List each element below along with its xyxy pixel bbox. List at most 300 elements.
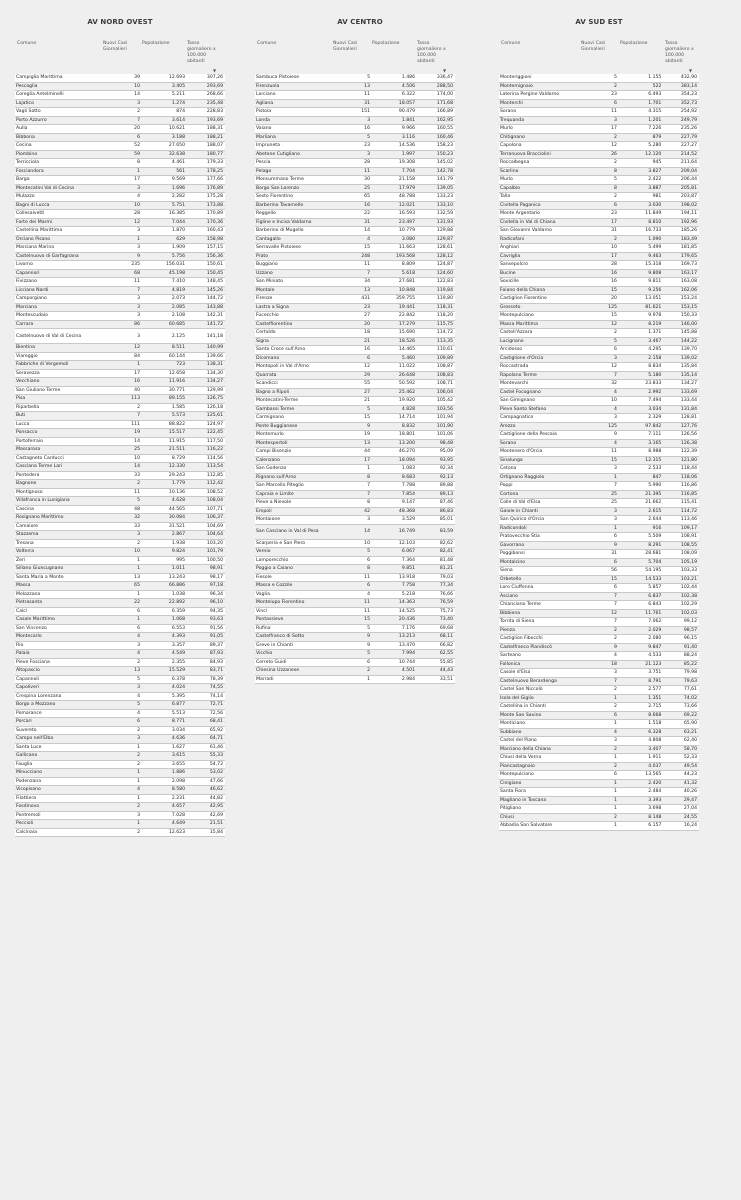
tasso-cell: 227,79 <box>663 133 699 142</box>
nuovi-casi-cell: 6 <box>333 582 372 591</box>
popolazione-cell: 1.083 <box>372 465 417 474</box>
nuovi-casi-cell: 1 <box>103 556 142 565</box>
tasso-cell: 101,94 <box>417 414 455 423</box>
table-row <box>15 658 225 667</box>
table-row <box>499 490 699 499</box>
comune-cell: Marciana Marina <box>15 244 103 253</box>
tasso-cell: 85,01 <box>417 516 455 525</box>
tasso-cell: 143,88 <box>187 303 225 312</box>
tasso-cell: 268,66 <box>187 91 225 100</box>
nuovi-casi-cell: 65 <box>103 582 142 591</box>
tasso-cell: 91,05 <box>187 633 225 642</box>
popolazione-cell: 5.513 <box>142 709 187 718</box>
comune-cell: Porcari <box>15 718 103 727</box>
table-row <box>499 754 699 763</box>
nuovi-casi-cell: 1 <box>581 822 619 831</box>
tasso-cell: 115,41 <box>663 499 699 508</box>
popolazione-cell: 5.756 <box>142 252 187 261</box>
table-row <box>499 303 699 312</box>
nuovi-casi-cell: 22 <box>333 210 372 219</box>
popolazione-cell: 874 <box>142 108 187 117</box>
tasso-cell: 87,46 <box>417 499 455 508</box>
popolazione-cell: 28.681 <box>619 550 663 559</box>
comune-cell: Castiglione della Pescaia <box>499 431 581 440</box>
tasso-cell: 108,55 <box>663 541 699 550</box>
popolazione-cell: 4.819 <box>142 286 187 295</box>
nuovi-casi-cell: 4 <box>103 650 142 659</box>
popolazione-cell: 5.499 <box>619 244 663 253</box>
comune-cell: Magliano in Toscana <box>499 796 581 805</box>
comune-cell: Forte dei Marmi <box>15 218 103 227</box>
comune-cell: Campiglia Marittima <box>15 74 103 82</box>
nuovi-casi-cell: 55 <box>333 380 372 389</box>
table-row <box>15 590 225 599</box>
comune-cell: Montecarlo <box>15 633 103 642</box>
popolazione-cell: 1.518 <box>619 720 663 729</box>
nuovi-casi-cell: 17 <box>333 456 372 465</box>
popolazione-cell: 4.828 <box>372 405 417 414</box>
popolazione-cell: 50.592 <box>372 380 417 389</box>
tasso-cell: 188,07 <box>187 142 225 151</box>
comune-cell: Castagneto Carducci <box>15 454 103 463</box>
popolazione-cell: 2.029 <box>619 626 663 635</box>
tasso-cell: 29,47 <box>663 796 699 805</box>
popolazione-cell: 6.553 <box>142 624 187 633</box>
comune-cell: Montenero d'Orcia <box>499 448 581 457</box>
tasso-cell: 108,87 <box>417 363 455 372</box>
table-row <box>255 397 455 406</box>
tasso-cell: 122,83 <box>417 278 455 287</box>
nuovi-casi-cell: 17 <box>103 176 142 185</box>
nuovi-casi-cell: 28 <box>581 261 619 270</box>
tasso-cell: 83,71 <box>187 667 225 676</box>
tasso-cell: 156,36 <box>187 252 225 261</box>
popolazione-cell: 4.533 <box>619 652 663 661</box>
table-row <box>255 482 455 491</box>
table-row <box>499 363 699 372</box>
nuovi-casi-cell: 3 <box>103 735 142 744</box>
table-row <box>499 618 699 627</box>
table-row <box>15 125 225 134</box>
table-row <box>499 788 699 797</box>
tasso-cell: 198,02 <box>663 201 699 210</box>
nuovi-casi-cell: 17 <box>581 218 619 227</box>
nuovi-casi-cell: 31 <box>333 218 372 227</box>
nuovi-casi-cell: 7 <box>103 116 142 125</box>
popolazione-cell: 19.441 <box>372 303 417 312</box>
popolazione-cell: 8.668 <box>619 711 663 720</box>
comune-cell: Firenze <box>255 295 333 304</box>
tasso-cell: 209,04 <box>663 167 699 176</box>
comune-cell: Vinci <box>255 607 333 616</box>
comune-cell: Seravezza <box>15 369 103 378</box>
table-row <box>15 403 225 412</box>
comune-cell: Castelnuovo di Garfagnana <box>15 252 103 261</box>
comune-cell: Ortignano Raggiolo <box>499 473 581 482</box>
comune-cell: Anghiari <box>499 244 581 253</box>
table-row <box>255 380 455 389</box>
comune-cell: Vaiano <box>255 125 333 134</box>
tasso-cell: 92,13 <box>417 473 455 482</box>
table-row <box>499 201 699 210</box>
comune-cell: Prato <box>255 252 333 261</box>
nuovi-casi-cell: 27 <box>333 388 372 397</box>
nuovi-casi-cell: 8 <box>581 167 619 176</box>
popolazione-cell: 6.378 <box>142 675 187 684</box>
nuovi-casi-cell: 3 <box>581 116 619 125</box>
data-table <box>15 74 225 837</box>
comune-cell: Isola del Giglio <box>499 694 581 703</box>
table-row <box>255 218 455 227</box>
nuovi-casi-cell: 6 <box>581 584 619 593</box>
nuovi-casi-cell: 2 <box>103 658 142 667</box>
nuovi-casi-cell: 23 <box>581 210 619 219</box>
tasso-cell: 79,98 <box>663 669 699 678</box>
table-row <box>255 599 455 608</box>
tasso-cell: 145,02 <box>417 159 455 168</box>
comune-cell: Gambassi Terme <box>255 405 333 414</box>
table-row <box>499 635 699 644</box>
table-row <box>255 582 455 591</box>
table-row <box>499 601 699 610</box>
popolazione-cell: 3.034 <box>619 405 663 414</box>
table-row <box>499 244 699 253</box>
tasso-cell: 102,29 <box>663 601 699 610</box>
table-row <box>499 218 699 227</box>
table-row <box>15 91 225 100</box>
popolazione-cell: 5.573 <box>142 412 187 421</box>
table-row <box>15 565 225 574</box>
table-row <box>499 694 699 703</box>
header-comune[interactable]: Comune <box>17 41 37 46</box>
popolazione-cell: 97.842 <box>619 422 663 431</box>
comune-cell: Chiusi della Verna <box>499 754 581 763</box>
table-row <box>15 471 225 480</box>
tasso-cell: 228,83 <box>187 108 225 117</box>
tasso-cell: 88,24 <box>663 652 699 661</box>
nuovi-casi-cell: 11 <box>333 573 372 582</box>
nuovi-casi-cell: 31 <box>581 227 619 236</box>
popolazione-cell: 3.751 <box>619 669 663 678</box>
table-row <box>499 499 699 508</box>
table-row <box>255 286 455 295</box>
popolazione-cell: 2.420 <box>619 779 663 788</box>
header-nuovi-casi[interactable]: Nuovi Casi Giornalieri <box>333 41 358 52</box>
table-row <box>15 497 225 506</box>
table-row <box>255 184 455 193</box>
nuovi-casi-cell: 4 <box>103 709 142 718</box>
tasso-cell: 91,56 <box>187 624 225 633</box>
popolazione-cell: 6.157 <box>619 822 663 831</box>
popolazione-cell: 10.621 <box>142 125 187 134</box>
nuovi-casi-cell: 12 <box>581 320 619 329</box>
tasso-cell: 73,40 <box>417 616 455 625</box>
comune-cell: Molazzana <box>15 590 103 599</box>
nuovi-casi-cell: 2 <box>103 108 142 117</box>
popolazione-cell: 1.201 <box>619 116 663 125</box>
comune-cell: Montecatini Val di Cecina <box>15 184 103 193</box>
comune-cell: Viareggio <box>15 352 103 361</box>
popolazione-cell: 48.788 <box>372 193 417 202</box>
nuovi-casi-cell: 17 <box>581 125 619 134</box>
comune-cell: Fauglia <box>15 760 103 769</box>
nuovi-casi-cell: 6 <box>333 556 372 565</box>
tasso-cell: 171,68 <box>417 99 455 108</box>
comune-cell: Camporgiano <box>15 295 103 304</box>
popolazione-cell: 27.650 <box>142 142 187 151</box>
nuovi-casi-cell: 13 <box>333 439 372 448</box>
popolazione-cell: 12.330 <box>142 463 187 472</box>
popolazione-cell: 7.704 <box>372 167 417 176</box>
table-row <box>15 488 225 497</box>
nuovi-casi-cell: 15 <box>581 312 619 321</box>
comune-cell: San Vincenzo <box>15 624 103 633</box>
table-row <box>15 743 225 752</box>
tasso-cell: 144,72 <box>187 295 225 304</box>
tasso-cell: 98,17 <box>187 573 225 582</box>
table-row <box>499 737 699 746</box>
comune-cell: Dicomano <box>255 354 333 363</box>
comune-cell: Sorano <box>499 108 581 117</box>
popolazione-cell: 1.068 <box>142 616 187 625</box>
popolazione-cell: 9.847 <box>619 643 663 652</box>
nuovi-casi-cell: 6 <box>581 201 619 210</box>
table-row <box>255 91 455 100</box>
popolazione-cell: 7.364 <box>372 556 417 565</box>
nuovi-casi-cell: 19 <box>103 429 142 438</box>
tasso-cell: 114,72 <box>663 507 699 516</box>
header-comune[interactable]: Comune <box>257 41 277 46</box>
tasso-cell: 125,61 <box>187 412 225 421</box>
table-row <box>15 378 225 387</box>
popolazione-cell: 3.407 <box>619 745 663 754</box>
table-row <box>255 565 455 574</box>
header-popolazione[interactable]: Popolazione <box>372 41 400 46</box>
nuovi-casi-cell: 1 <box>103 616 142 625</box>
popolazione-cell: 21.662 <box>619 499 663 508</box>
comune-cell: Roccastrada <box>499 363 581 372</box>
popolazione-cell: 522 <box>619 82 663 91</box>
table-row <box>255 624 455 633</box>
comune-cell: Castiglione d'Orcia <box>499 354 581 363</box>
table-row <box>499 82 699 91</box>
comune-cell: Colle di Val d'Elsa <box>499 499 581 508</box>
table-row <box>255 573 455 582</box>
nuovi-casi-cell: 48 <box>103 505 142 514</box>
comune-cell: Camaiore <box>15 522 103 531</box>
comune-cell: Calenzano <box>255 456 333 465</box>
comune-cell: Vicopisano <box>15 786 103 795</box>
header-tasso[interactable]: Tasso giornaliero x 100.000 abitanti <box>665 41 694 64</box>
comune-cell: Coreglia Antelminelli <box>15 91 103 100</box>
popolazione-cell: 12.103 <box>372 539 417 548</box>
table-row <box>15 352 225 361</box>
table-row <box>499 397 699 406</box>
popolazione-cell: 16.749 <box>372 524 417 539</box>
tasso-cell: 109,89 <box>417 354 455 363</box>
table-row <box>499 431 699 440</box>
tasso-cell: 113,54 <box>187 463 225 472</box>
tasso-cell: 118,31 <box>417 303 455 312</box>
table-row <box>15 386 225 395</box>
tasso-cell: 108,52 <box>187 488 225 497</box>
tasso-cell: 131,84 <box>663 405 699 414</box>
nuovi-casi-cell: 5 <box>333 133 372 142</box>
comune-cell: Larciano <box>255 91 333 100</box>
table-row <box>255 142 455 151</box>
nuovi-casi-cell: 7 <box>333 482 372 491</box>
nuovi-casi-cell: 32 <box>581 380 619 389</box>
popolazione-cell: 6.359 <box>142 607 187 616</box>
section-av-centro <box>255 0 465 684</box>
comune-cell: Talla <box>499 193 581 202</box>
nuovi-casi-cell: 2 <box>103 828 142 837</box>
tasso-cell: 103,33 <box>663 567 699 576</box>
tasso-cell: 139,02 <box>663 354 699 363</box>
comune-cell: Castelnuovo di Val di Cecina <box>15 329 103 344</box>
nuovi-casi-cell: 7 <box>581 618 619 627</box>
tasso-cell: 74,14 <box>187 692 225 701</box>
comune-cell: Scarlino <box>499 167 581 176</box>
comune-cell: Sambuca Pistoiese <box>255 74 333 82</box>
header-popolazione[interactable]: Popolazione <box>620 41 648 46</box>
tasso-cell: 131,93 <box>417 218 455 227</box>
tasso-cell: 76,66 <box>417 590 455 599</box>
nuovi-casi-cell: 4 <box>581 388 619 397</box>
popolazione-cell: 2.615 <box>619 507 663 516</box>
comune-cell: Sorano <box>499 439 581 448</box>
popolazione-cell: 11.761 <box>619 609 663 618</box>
tasso-cell: 89,37 <box>187 641 225 650</box>
popolazione-cell: 9.147 <box>372 499 417 508</box>
header-tasso[interactable]: Tasso giornaliero x 100.000 abitanti <box>417 41 446 64</box>
header-comune[interactable]: Comune <box>501 41 521 46</box>
nuovi-casi-cell: 1 <box>581 754 619 763</box>
tasso-cell: 95,09 <box>417 448 455 457</box>
popolazione-cell: 1.011 <box>142 565 187 574</box>
table-row <box>15 329 225 344</box>
table-row <box>15 235 225 244</box>
table-row <box>255 201 455 210</box>
popolazione-cell: 81.621 <box>619 303 663 312</box>
comune-cell: Crespina Lorenzana <box>15 692 103 701</box>
table-row <box>255 125 455 134</box>
comune-cell: Ponsacco <box>15 429 103 438</box>
comune-cell: Pelago <box>255 167 333 176</box>
popolazione-cell: 17.279 <box>372 320 417 329</box>
table-row <box>255 465 455 474</box>
table-row <box>15 446 225 455</box>
nuovi-casi-cell: 1 <box>103 777 142 786</box>
nuovi-casi-cell: 7 <box>103 412 142 421</box>
tasso-cell: 183,49 <box>663 235 699 244</box>
sort-down-icon[interactable]: ▼ <box>443 68 447 73</box>
table-row <box>15 429 225 438</box>
tasso-cell: 61,46 <box>187 743 225 752</box>
nuovi-casi-cell: 2 <box>581 745 619 754</box>
tasso-cell: 134,27 <box>663 380 699 389</box>
section-title: AV NORD OVEST <box>87 18 153 26</box>
popolazione-cell: 8.148 <box>619 813 663 822</box>
table-row <box>499 643 699 652</box>
table-row <box>15 531 225 540</box>
comune-cell: Cavriglia <box>499 252 581 261</box>
popolazione-cell: 847 <box>619 473 663 482</box>
tasso-cell: 15,84 <box>187 828 225 837</box>
table-row <box>499 210 699 219</box>
sort-down-icon[interactable]: ▼ <box>689 68 693 73</box>
table-header <box>255 40 465 74</box>
comune-cell: Santa Maria a Monte <box>15 573 103 582</box>
tasso-cell: 173,88 <box>187 201 225 210</box>
tasso-cell: 63,21 <box>663 728 699 737</box>
nuovi-casi-cell: 5 <box>333 74 372 82</box>
popolazione-cell: 2.231 <box>142 794 187 803</box>
sort-down-icon[interactable]: ▼ <box>213 68 217 73</box>
popolazione-cell: 4.295 <box>619 346 663 355</box>
popolazione-cell: 16.733 <box>619 227 663 236</box>
tasso-cell: 163,08 <box>663 278 699 287</box>
nuovi-casi-cell: 6 <box>333 354 372 363</box>
table-row <box>499 805 699 814</box>
header-nuovi-casi[interactable]: Nuovi Casi Giornalieri <box>103 41 128 52</box>
comune-cell: Greve in Chianti <box>255 641 333 650</box>
popolazione-cell: 2.484 <box>619 788 663 797</box>
popolazione-cell: 89.155 <box>142 395 187 404</box>
tasso-cell: 106,37 <box>187 514 225 523</box>
comune-cell: Zeri <box>15 556 103 565</box>
nuovi-casi-cell: 1 <box>581 779 619 788</box>
popolazione-cell: 4.315 <box>619 108 663 117</box>
table-row <box>255 320 455 329</box>
nuovi-casi-cell: 7 <box>333 490 372 499</box>
header-nuovi-casi[interactable]: Nuovi Casi Giornalieri <box>581 41 606 52</box>
comune-cell: Campagnatico <box>499 414 581 423</box>
tasso-cell: 162,06 <box>663 286 699 295</box>
popolazione-cell: 7.062 <box>619 618 663 627</box>
tasso-cell: 160,55 <box>417 125 455 134</box>
nuovi-casi-cell: 34 <box>333 278 372 287</box>
header-tasso[interactable]: Tasso giornaliero x 100.000 abitanti <box>187 41 216 64</box>
popolazione-cell: 14.536 <box>372 142 417 151</box>
popolazione-cell: 25.462 <box>372 388 417 397</box>
tasso-cell: 142,31 <box>187 312 225 321</box>
popolazione-cell: 723 <box>142 361 187 370</box>
tasso-cell: 129,88 <box>417 227 455 236</box>
table-row <box>255 439 455 448</box>
comune-cell: Foiano della Chiana <box>499 286 581 295</box>
header-popolazione[interactable]: Popolazione <box>142 41 170 46</box>
nuovi-casi-cell: 6 <box>333 658 372 667</box>
popolazione-cell: 3.614 <box>142 116 187 125</box>
comune-cell: Montevarchi <box>499 380 581 389</box>
tasso-cell: 103,21 <box>663 575 699 584</box>
table-row <box>499 660 699 669</box>
popolazione-cell: 1.351 <box>619 694 663 703</box>
popolazione-cell: 7.410 <box>142 278 187 287</box>
popolazione-cell: 18.526 <box>372 337 417 346</box>
table-row <box>499 116 699 125</box>
table-row <box>255 227 455 236</box>
popolazione-cell: 3.467 <box>619 337 663 346</box>
table-row <box>255 431 455 440</box>
comune-cell: Calcinaia <box>15 828 103 837</box>
popolazione-cell: 17.979 <box>372 184 417 193</box>
nuovi-casi-cell: 84 <box>103 352 142 361</box>
table-row <box>15 82 225 91</box>
table-row <box>499 482 699 491</box>
nuovi-casi-cell: 1 <box>103 743 142 752</box>
